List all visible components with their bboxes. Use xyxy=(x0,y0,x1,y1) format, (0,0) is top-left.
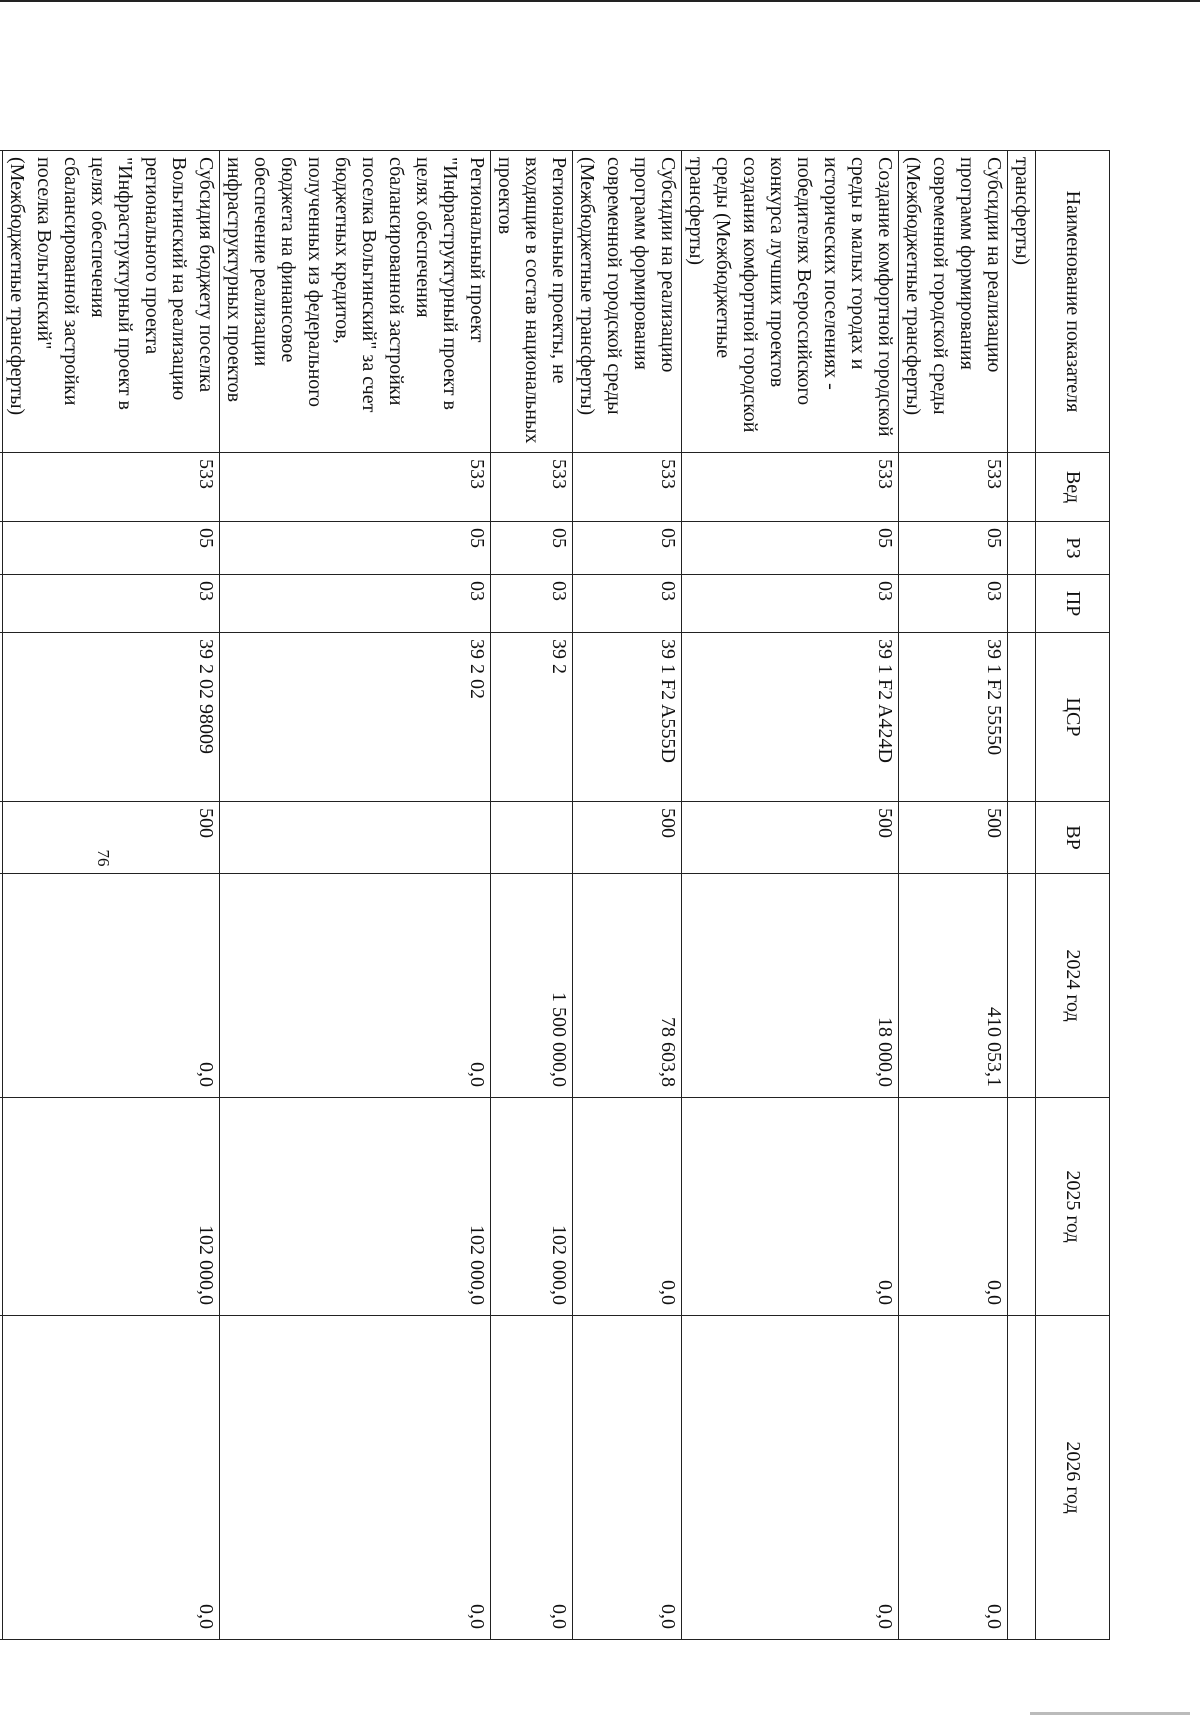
row-rz xyxy=(0,522,3,575)
row-2026: 0,0 xyxy=(573,1316,682,1640)
row-pr: 03 xyxy=(899,575,1008,633)
row-2025: 102 000,0 xyxy=(491,1098,573,1316)
row-2025 xyxy=(0,1098,3,1316)
row-rz: 05 xyxy=(682,522,899,575)
table-row xyxy=(491,151,573,1640)
row-rz: 05 xyxy=(491,522,573,575)
row-2026: 0,0 xyxy=(682,1316,899,1640)
row-2024: 18 000,0 xyxy=(682,874,899,1098)
row-2024: 410 053,1 xyxy=(899,874,1008,1098)
page-number: 76 xyxy=(94,849,113,867)
table-row xyxy=(573,151,682,1640)
row-name: Субсидии на реализацию программ формирования современной городской среды (Межбюджетные трансферты) xyxy=(899,151,1008,453)
header-row xyxy=(1036,151,1110,1640)
budget-table xyxy=(0,150,1110,1640)
row-2024 xyxy=(0,874,3,1098)
row-ved: 533 xyxy=(220,453,491,522)
row-ved: 533 xyxy=(491,453,573,522)
row-pr: 03 xyxy=(491,575,573,633)
row-vr xyxy=(491,802,573,874)
header-ved: Вед xyxy=(1036,453,1110,522)
continuation-row xyxy=(1008,151,1036,1640)
row-pr xyxy=(0,575,3,633)
scan-artifact-line xyxy=(1030,1712,1190,1715)
header-2024: 2024 год xyxy=(1036,874,1110,1098)
row-pr: 03 xyxy=(573,575,682,633)
row-2025: 0,0 xyxy=(573,1098,682,1316)
row-vr: 500 xyxy=(573,802,682,874)
row-name: Региональные проекты, не входящие в состав национальных проектов xyxy=(491,151,573,453)
row-ved: 533 xyxy=(682,453,899,522)
row-csr: 39 2 xyxy=(491,633,573,802)
row-2025: 0,0 xyxy=(682,1098,899,1316)
row-ved: 533 xyxy=(899,453,1008,522)
row-2024: 1 500 000,0 xyxy=(491,874,573,1098)
row-pr: 03 xyxy=(682,575,899,633)
row-2024: 78 603,8 xyxy=(573,874,682,1098)
row-2024: 0,0 xyxy=(220,874,491,1098)
row-2024: 0,0 xyxy=(3,874,220,1098)
row-name: Субсидии на реализацию программ формирования современной городской среды (Межбюджетные трансферты) xyxy=(573,151,682,453)
row-name: Субсидия бюджету поселка Вольгинский на реализацию регионального проекта "Инфраструктурный проект в целях обеспечения сбалансированной застройки поселка Вольгинский" (Межбюджетные трансферты) xyxy=(3,151,220,453)
row-name: Создание комфортной городской среды в малых городах и исторических поселениях - победителях Всероссийского конкурса лучших проектов создания комфортной городской среды (Межбюджетные трансферты) xyxy=(682,151,899,453)
row-csr: 39 1 F2 A555D xyxy=(573,633,682,802)
header-rz: РЗ xyxy=(1036,522,1110,575)
row-vr: 500 xyxy=(682,802,899,874)
row-rz: 05 xyxy=(899,522,1008,575)
row-2026: 0,0 xyxy=(220,1316,491,1640)
row-2025: 102 000,0 xyxy=(3,1098,220,1316)
top-border-line xyxy=(0,0,1200,2)
row-pr: 03 xyxy=(220,575,491,633)
row-2025: 102 000,0 xyxy=(220,1098,491,1316)
header-pr: ПР xyxy=(1036,575,1110,633)
table-row xyxy=(3,151,220,1640)
header-2026: 2026 год xyxy=(1036,1316,1110,1640)
header-csr: ЦСР xyxy=(1036,633,1110,802)
row-csr xyxy=(0,633,3,802)
row-vr xyxy=(0,802,3,874)
header-name: Наименование показателя xyxy=(1036,151,1110,453)
row-rz: 05 xyxy=(573,522,682,575)
row-vr xyxy=(220,802,491,874)
row-name: Региональный проект "Инфраструктурный проект в целях обеспечения сбалансированной застройки поселка Вольгинский" за счет бюджетных кредитов, полученных из федерального бюджета на финансовое обеспечение реализации инфраструктурных проектов xyxy=(220,151,491,453)
row-2026 xyxy=(0,1316,3,1640)
row-2026: 0,0 xyxy=(3,1316,220,1640)
row-vr: 500 xyxy=(3,802,220,874)
row-2026: 0,0 xyxy=(491,1316,573,1640)
row-rz: 05 xyxy=(3,522,220,575)
row-csr: 39 1 F2 A424D xyxy=(682,633,899,802)
row-rz: 05 xyxy=(220,522,491,575)
row-ved: 533 xyxy=(3,453,220,522)
row-csr: 39 2 02 xyxy=(220,633,491,802)
row-pr: 03 xyxy=(3,575,220,633)
row-2025: 0,0 xyxy=(899,1098,1008,1316)
continuation-name: трансферты) xyxy=(1008,151,1036,453)
table-row xyxy=(220,151,491,1640)
row-csr: 39 1 F2 55550 xyxy=(899,633,1008,802)
row-csr: 39 2 02 98009 xyxy=(3,633,220,802)
row-vr: 500 xyxy=(899,802,1008,874)
table-row xyxy=(682,151,899,1640)
row-2026: 0,0 xyxy=(899,1316,1008,1640)
header-2025: 2025 год xyxy=(1036,1098,1110,1316)
row-ved: 533 xyxy=(573,453,682,522)
table-row xyxy=(899,151,1008,1640)
row-ved xyxy=(0,453,3,522)
header-vr: ВР xyxy=(1036,802,1110,874)
